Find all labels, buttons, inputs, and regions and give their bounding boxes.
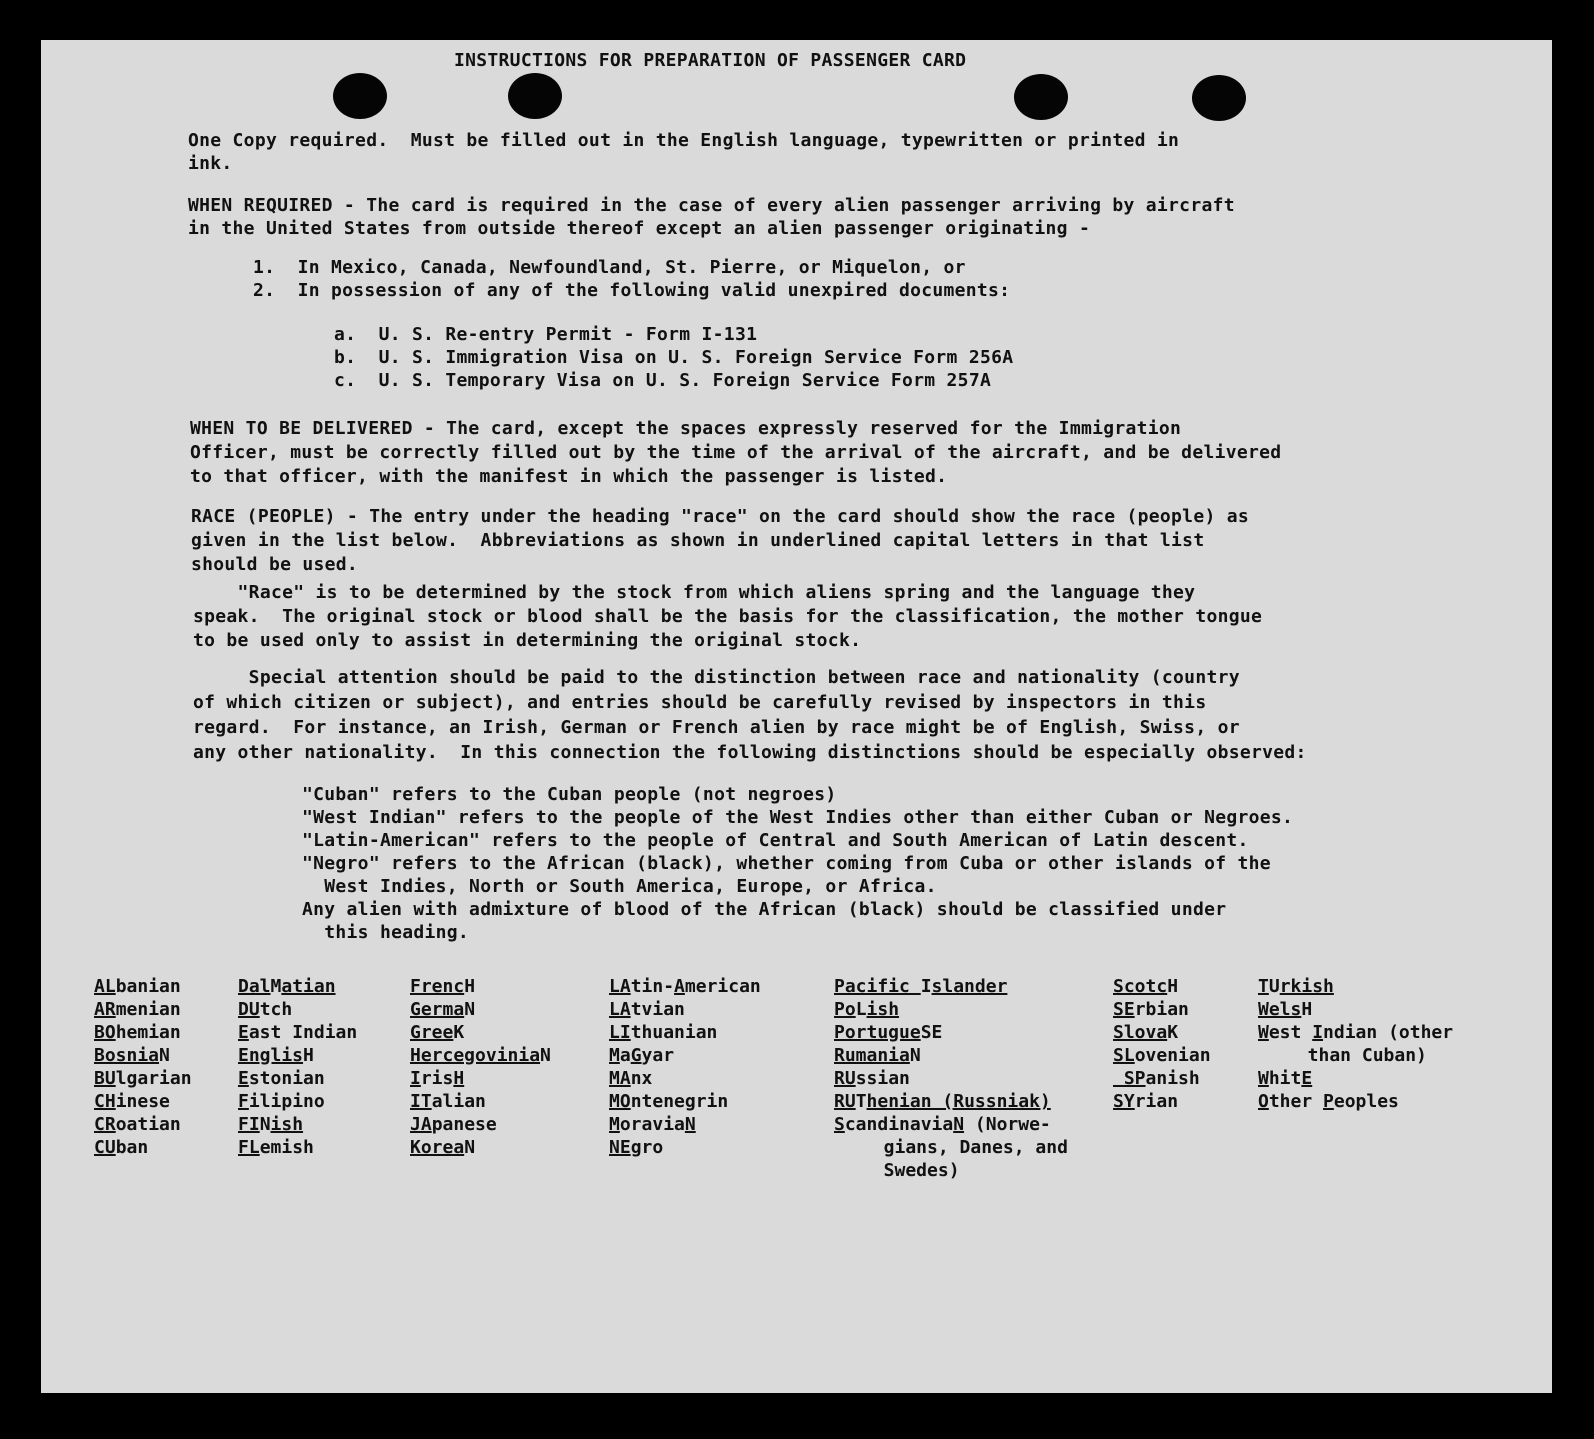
race-text: L	[855, 999, 867, 1020]
race-entry	[1113, 1021, 1211, 1044]
race-text: N	[464, 999, 476, 1020]
race-entry	[94, 975, 192, 998]
race-entry	[1113, 1090, 1211, 1113]
race-entry	[238, 998, 357, 1021]
text-line: "Race" is to be determined by the stock from which aliens spring and the language they	[193, 582, 1196, 603]
race-abbreviation: CU	[94, 1137, 116, 1158]
race-abbreviation: FI	[238, 1114, 260, 1135]
race-entry	[834, 1044, 1068, 1067]
race-text: hemian	[115, 1022, 181, 1043]
race-text: nx	[630, 1068, 653, 1089]
race-entry	[609, 1067, 761, 1090]
text-line: any other nationality. In this connection the following distinctions should be especially observed:	[193, 742, 1307, 763]
origins-list	[253, 233, 1010, 302]
race-entry	[1258, 998, 1453, 1021]
race-abbreviation: Portugue	[834, 1022, 921, 1043]
race-entry	[834, 1090, 1068, 1113]
race-entry	[410, 1136, 551, 1159]
race-abbreviation: LA	[609, 999, 631, 1020]
race-determined-paragraph	[193, 557, 1262, 653]
text-line: of which citizen or subject), and entries should be carefully revised by inspectors in this	[193, 692, 1207, 713]
race-text: est	[1268, 1022, 1313, 1043]
race-text: U	[1268, 976, 1280, 997]
list-item	[334, 369, 1013, 392]
race-text: lgarian	[115, 1068, 192, 1089]
race-text: N	[464, 1137, 476, 1158]
race-abbreviation: M	[609, 1114, 620, 1135]
race-entry	[410, 1090, 551, 1113]
race-abbreviation: W	[1258, 1068, 1269, 1089]
race-entry	[834, 1136, 1068, 1159]
race-text: N	[540, 1045, 551, 1066]
race-text: I	[920, 976, 932, 997]
race-entry	[238, 1021, 357, 1044]
race-abbreviation: SL	[1113, 1045, 1135, 1066]
race-abbreviation: O	[1258, 1091, 1269, 1112]
text-line: given in the list below. Abbreviations as shown in underlined capital letters in that list	[191, 530, 1205, 551]
item-text: In Mexico, Canada, Newfoundland, St. Pierre, or Miquelon, or	[297, 257, 966, 278]
race-text: N	[909, 1045, 921, 1066]
special-attention-paragraph	[193, 640, 1307, 765]
race-text: ther	[1268, 1091, 1324, 1112]
text-line: West Indies, North or South America, Europe, or Africa.	[302, 876, 937, 897]
race-abbreviation: DU	[238, 999, 260, 1020]
race-text: gro	[630, 1137, 664, 1158]
race-text: ast Indian	[248, 1022, 358, 1043]
race-entry	[1258, 1090, 1453, 1113]
text-line: "Latin-American" refers to the people of Central and South American of Latin descent.	[302, 830, 1249, 851]
race-abbreviation: T	[1258, 976, 1269, 997]
race-text: ilipino	[248, 1091, 325, 1112]
race-entry	[94, 1021, 192, 1044]
item-text: U. S. Immigration Visa on U. S. Foreign Service Form 256A	[378, 347, 1014, 368]
race-entry	[410, 975, 551, 998]
race-text: oravia	[619, 1114, 685, 1135]
list-item	[253, 279, 1010, 302]
race-text: K	[1167, 1022, 1179, 1043]
text-line: WHEN TO BE DELIVERED - The card, except the spaces expressly reserved for the Immigration	[190, 418, 1182, 439]
race-abbreviation: RU	[834, 1091, 856, 1112]
race-text: ndian (other	[1323, 1022, 1454, 1043]
race-text: a	[619, 1045, 631, 1066]
race-text: ssian	[855, 1068, 910, 1089]
list-item	[334, 323, 1013, 346]
item-letter: a.	[334, 324, 357, 345]
race-entry	[834, 1159, 1068, 1182]
race-entry	[609, 1136, 761, 1159]
race-abbreviation: henian (Russniak)	[866, 1091, 1051, 1112]
item-letter: b.	[334, 347, 357, 368]
race-entry	[1258, 1021, 1453, 1044]
race-abbreviation: N	[684, 1114, 696, 1135]
list-item	[253, 256, 1010, 279]
race-text: K	[453, 1022, 465, 1043]
race-abbreviation: I	[410, 1068, 421, 1089]
race-abbreviation: Scotc	[1113, 976, 1168, 997]
race-text: ntenegrin	[630, 1091, 729, 1112]
race-text: Swedes)	[862, 1160, 960, 1181]
when-required-paragraph	[188, 171, 1235, 240]
race-entry	[609, 1090, 761, 1113]
distinctions-list	[302, 760, 1293, 944]
race-text: rian	[1134, 1091, 1179, 1112]
race-entry	[609, 998, 761, 1021]
race-text: banian	[115, 976, 181, 997]
race-text: ovenian	[1134, 1045, 1211, 1066]
item-number: 2.	[253, 280, 276, 301]
item-text: U. S. Re-entry Permit - Form I-131	[378, 324, 758, 345]
race-column	[834, 975, 1068, 1182]
text-line: ink.	[188, 153, 233, 174]
race-column	[1258, 975, 1453, 1113]
race-abbreviation: MA	[609, 1068, 631, 1089]
race-entry	[609, 975, 761, 998]
race-entry	[94, 1136, 192, 1159]
race-entry	[238, 975, 357, 998]
page-title: INSTRUCTIONS FOR PREPARATION OF PASSENGER CARD	[454, 50, 967, 71]
race-text: than Cuban)	[1286, 1045, 1427, 1066]
race-entry	[1113, 1067, 1211, 1090]
text-line: "Negro" refers to the African (black), whether coming from Cuba or other islands of the	[302, 853, 1271, 874]
race-column	[410, 975, 551, 1159]
race-entry	[238, 1113, 357, 1136]
race-column	[94, 975, 192, 1159]
text-line: to be used only to assist in determining the original stock.	[193, 630, 862, 651]
text-line: RACE (PEOPLE) - The entry under the heading "race" on the card should show the race (people) as	[191, 506, 1250, 527]
text-line: "West Indian" refers to the people of the West Indies other than either Cuban or Negroes.	[302, 807, 1294, 828]
race-abbreviation: SP	[1113, 1068, 1146, 1089]
race-abbreviation: LA	[609, 976, 631, 997]
race-abbreviation: F	[238, 1091, 249, 1112]
race-abbreviation: Hercegovinia	[410, 1045, 541, 1066]
race-abbreviation: E	[1301, 1068, 1313, 1089]
race-text: tin-	[630, 976, 675, 997]
race-text: merican	[684, 976, 761, 997]
race-entry	[834, 1021, 1068, 1044]
race-abbreviation: rkish	[1279, 976, 1334, 997]
race-entry	[94, 998, 192, 1021]
race-entry	[834, 1113, 1068, 1136]
race-entry	[410, 1021, 551, 1044]
race-abbreviation: Gree	[410, 1022, 454, 1043]
race-abbreviation: FL	[238, 1137, 260, 1158]
race-column	[1113, 975, 1211, 1113]
race-text: stonian	[248, 1068, 325, 1089]
race-entry	[1113, 975, 1211, 998]
race-entry	[1258, 1067, 1453, 1090]
text-line: Officer, must be correctly filled out by the time of the arrival of the aircraft, and be delivered	[190, 442, 1282, 463]
race-abbreviation: S	[834, 1114, 845, 1135]
race-text: inese	[115, 1091, 170, 1112]
race-abbreviation: SE	[1113, 999, 1135, 1020]
race-entry	[410, 1067, 551, 1090]
race-abbreviation: AR	[94, 999, 116, 1020]
race-entry	[1113, 998, 1211, 1021]
race-text: N	[259, 1114, 271, 1135]
race-text: alian	[431, 1091, 486, 1112]
race-abbreviation: Frenc	[410, 976, 465, 997]
race-text: emish	[259, 1137, 314, 1158]
race-entry	[609, 1044, 761, 1067]
race-abbreviation: Dal	[238, 976, 271, 997]
race-abbreviation: BO	[94, 1022, 116, 1043]
race-abbreviation: Wels	[1258, 999, 1302, 1020]
race-abbreviation: CH	[94, 1091, 116, 1112]
race-abbreviation: M	[609, 1045, 620, 1066]
race-entry	[609, 1113, 761, 1136]
race-abbreviation: AL	[94, 976, 116, 997]
race-column	[609, 975, 761, 1159]
race-abbreviation: JA	[410, 1114, 432, 1135]
race-text: tch	[259, 999, 293, 1020]
race-abbreviation: LI	[609, 1022, 631, 1043]
race-abbreviation: W	[1258, 1022, 1269, 1043]
race-entry	[1258, 975, 1453, 998]
race-abbreviation: atian	[281, 976, 336, 997]
race-entry	[94, 1067, 192, 1090]
race-entry	[834, 1067, 1068, 1090]
race-abbreviation: ish	[270, 1114, 304, 1135]
race-text: oatian	[115, 1114, 181, 1135]
race-column	[238, 975, 357, 1159]
race-entry	[410, 1113, 551, 1136]
race-text: H	[1301, 999, 1313, 1020]
text-line: speak. The original stock or blood shall be the basis for the classification, the mother tongue	[193, 606, 1263, 627]
item-text: In possession of any of the following valid unexpired documents:	[297, 280, 1011, 301]
race-entry	[834, 975, 1068, 998]
text-line: One Copy required. Must be filled out in the English language, typewritten or printed in	[188, 130, 1180, 151]
race-text: M	[270, 976, 282, 997]
text-line: "Cuban" refers to the Cuban people (not negroes)	[302, 784, 837, 805]
text-line: in the United States from outside thereof except an alien passenger originating -	[188, 218, 1091, 239]
race-text: rbian	[1134, 999, 1189, 1020]
race-text: SE	[920, 1022, 943, 1043]
race-entry	[94, 1090, 192, 1113]
race-entry	[94, 1113, 192, 1136]
race-entry	[238, 1044, 357, 1067]
race-text: N	[159, 1045, 170, 1066]
race-abbreviation: NE	[609, 1137, 631, 1158]
race-abbreviation: CR	[94, 1114, 116, 1135]
race-abbreviation: N	[953, 1114, 965, 1135]
race-text: panese	[431, 1114, 497, 1135]
race-entry	[1258, 1044, 1453, 1067]
race-abbreviation: E	[238, 1068, 249, 1089]
race-abbreviation: RU	[834, 1068, 856, 1089]
race-entry	[238, 1067, 357, 1090]
race-text: thuanian	[630, 1022, 718, 1043]
race-abbreviation: P	[1323, 1091, 1334, 1112]
race-abbreviation: E	[238, 1022, 249, 1043]
documents-list	[334, 300, 1013, 392]
race-text: T	[855, 1091, 867, 1112]
race-text: yar	[641, 1045, 675, 1066]
race-abbreviation: SY	[1113, 1091, 1135, 1112]
race-abbreviation: Englis	[238, 1045, 304, 1066]
race-text: candinavia	[844, 1114, 954, 1135]
race-abbreviation: A	[674, 976, 685, 997]
race-entry	[238, 1090, 357, 1113]
race-abbreviation: Rumania	[834, 1045, 910, 1066]
race-text: ban	[115, 1137, 149, 1158]
race-text: H	[1167, 976, 1179, 997]
list-item	[334, 346, 1013, 369]
race-abbreviation: Po	[834, 999, 856, 1020]
text-line: WHEN REQUIRED - The card is required in the case of every alien passenger arriving by aircraft	[188, 195, 1235, 216]
race-abbreviation: slander	[931, 976, 1008, 997]
race-text: eoples	[1333, 1091, 1399, 1112]
race-abbreviation: Pacific	[834, 976, 921, 997]
text-line: Special attention should be paid to the distinction between race and nationality (country	[193, 667, 1240, 688]
race-abbreviation: I	[1312, 1022, 1324, 1043]
race-text: menian	[115, 999, 181, 1020]
race-text: ris	[420, 1068, 454, 1089]
race-text: (Norwe-	[964, 1114, 1051, 1135]
text-line: should be used.	[191, 554, 359, 575]
race-text: H	[303, 1045, 314, 1066]
race-abbreviation: IT	[410, 1091, 432, 1112]
text-line: this heading.	[302, 922, 470, 943]
race-entry	[410, 998, 551, 1021]
intro-paragraph	[188, 106, 1179, 175]
race-abbreviation: MO	[609, 1091, 631, 1112]
punch-hole	[1192, 75, 1246, 121]
text-line: Any alien with admixture of blood of the African (black) should be classified under	[302, 899, 1227, 920]
race-abbreviation: BU	[94, 1068, 116, 1089]
race-entry	[1113, 1044, 1211, 1067]
race-entry	[410, 1044, 551, 1067]
race-abbreviation: ish	[866, 999, 900, 1020]
race-entry	[238, 1136, 357, 1159]
text-line: regard. For instance, an Irish, German or French alien by race might be of English, Swiss, or	[193, 717, 1240, 738]
race-entry	[94, 1044, 192, 1067]
item-text: U. S. Temporary Visa on U. S. Foreign Service Form 257A	[378, 370, 992, 391]
item-number: 1.	[253, 257, 276, 278]
race-abbreviation: Bosnia	[94, 1045, 160, 1066]
race-text: anish	[1145, 1068, 1200, 1089]
race-abbreviation: H	[453, 1068, 465, 1089]
race-abbreviation: Slova	[1113, 1022, 1168, 1043]
race-text: gians, Danes, and	[862, 1137, 1068, 1158]
race-text: hit	[1268, 1068, 1302, 1089]
race-abbreviation: Korea	[410, 1137, 465, 1158]
item-letter: c.	[334, 370, 357, 391]
race-entry	[609, 1021, 761, 1044]
race-abbreviation: Germa	[410, 999, 465, 1020]
race-text: tvian	[630, 999, 685, 1020]
text-line: to that officer, with the manifest in which the passenger is listed.	[190, 466, 948, 487]
when-delivered-paragraph	[190, 393, 1281, 489]
race-text: H	[464, 976, 476, 997]
race-entry	[834, 998, 1068, 1021]
race-abbreviation: G	[630, 1045, 642, 1066]
